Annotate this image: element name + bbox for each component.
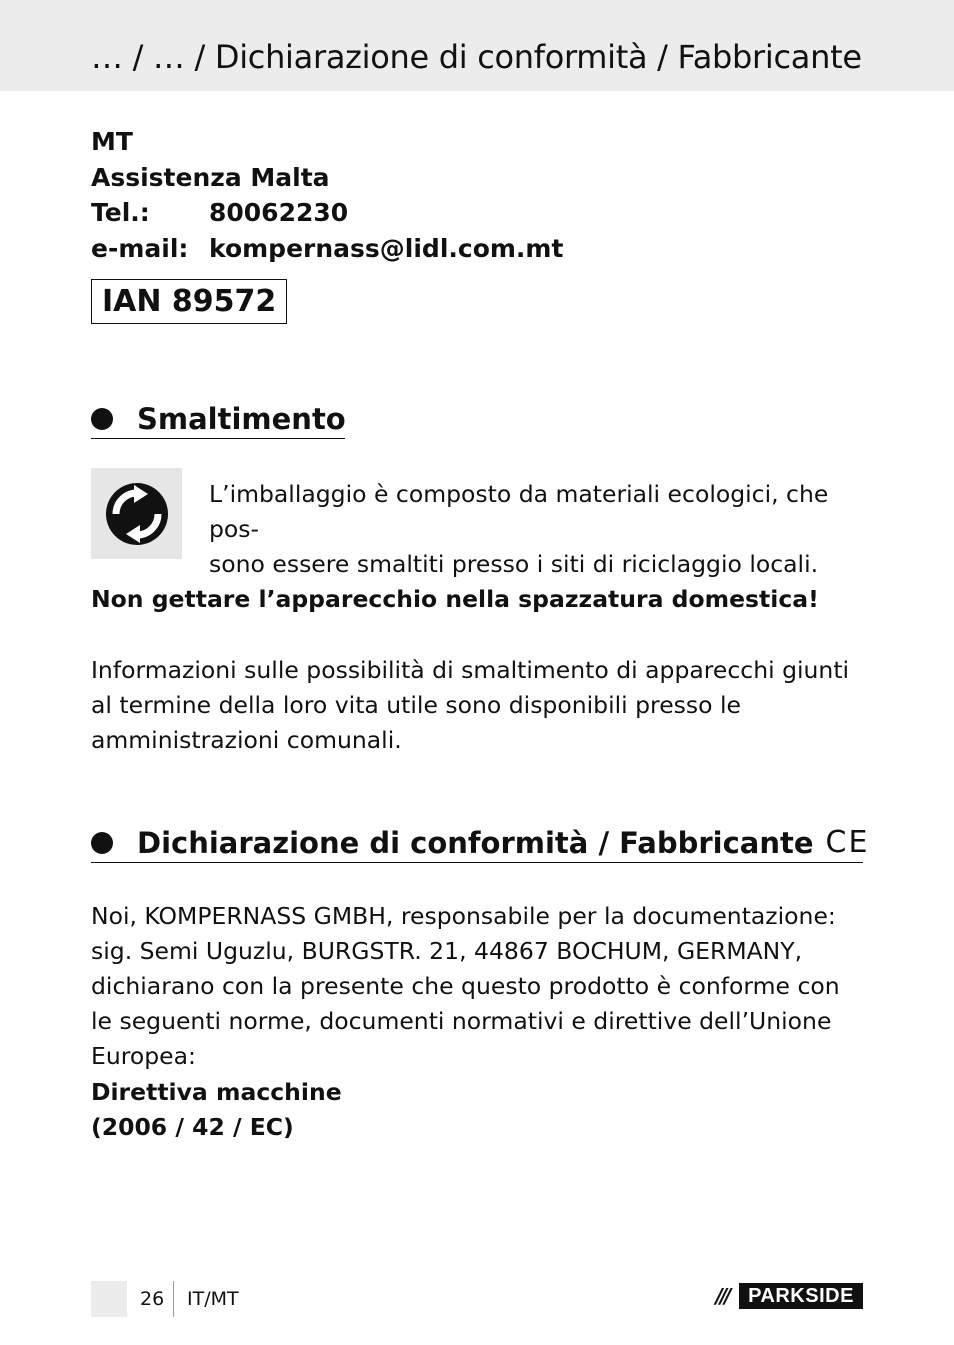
logo-stripes-icon: /// — [705, 1283, 739, 1309]
conformity-heading: Dichiarazione di conformità / Fabbricante — [137, 825, 814, 860]
directive-line-2: (2006 / 42 / EC) — [91, 1113, 294, 1141]
logo-brand-text: PARKSIDE — [739, 1283, 863, 1309]
footer-box — [91, 1281, 127, 1317]
contact-country: MT — [91, 127, 133, 156]
tel-label: Tel.: — [91, 198, 150, 227]
contact-tel-row — [91, 195, 563, 231]
conformity-body: Noi, KOMPERNASS GMBH, responsabile per la documentazione: sig. Semi Uguzlu, BURGSTR. 21, 44867 BOCHUM, GERMANY, dichiarano con la presente che questo prodotto è conforme con le seguenti norme, documenti normativi e direttive dell’Unione Europea: — [91, 902, 840, 1070]
email-value: kompernass@lidl.com.mt — [209, 233, 564, 263]
email-label: e-mail: — [91, 233, 189, 263]
disposal-warning: Non gettare l’apparecchio nella spazzatura domestica! — [91, 585, 819, 613]
section-heading-conformity — [91, 825, 870, 863]
section-heading-disposal — [91, 402, 345, 439]
footer-divider — [173, 1281, 174, 1317]
bullet-icon — [91, 408, 113, 430]
page-title: … / … / Dichiarazione di conformità / Fabbricante — [91, 38, 862, 76]
directive-line-1: Direttiva macchine — [91, 1078, 342, 1106]
tel-value: 80062230 — [209, 198, 349, 227]
packaging-text: L’imballaggio è composto da materiali ecologici, che pos- sono essere smaltiti presso i siti di riciclaggio locali. — [209, 480, 829, 578]
language-code: IT/MT — [187, 1288, 239, 1310]
recycle-icon — [91, 468, 182, 559]
disposal-info-text: Informazioni sulle possibilità di smaltimento di apparecchi giunti al termine della loro vita utile sono disponibili presso le amministrazioni comunali. — [91, 656, 850, 754]
contact-block — [91, 124, 563, 266]
page-number: 26 — [140, 1288, 165, 1310]
parkside-logo — [705, 1283, 863, 1309]
ce-mark-icon: CE — [825, 825, 870, 860]
contact-email-row — [91, 231, 563, 267]
disposal-heading: Smaltimento — [137, 402, 346, 436]
contact-service: Assistenza Malta — [91, 162, 330, 192]
bullet-icon — [91, 832, 113, 854]
ian-box: IAN 89572 — [91, 279, 287, 324]
